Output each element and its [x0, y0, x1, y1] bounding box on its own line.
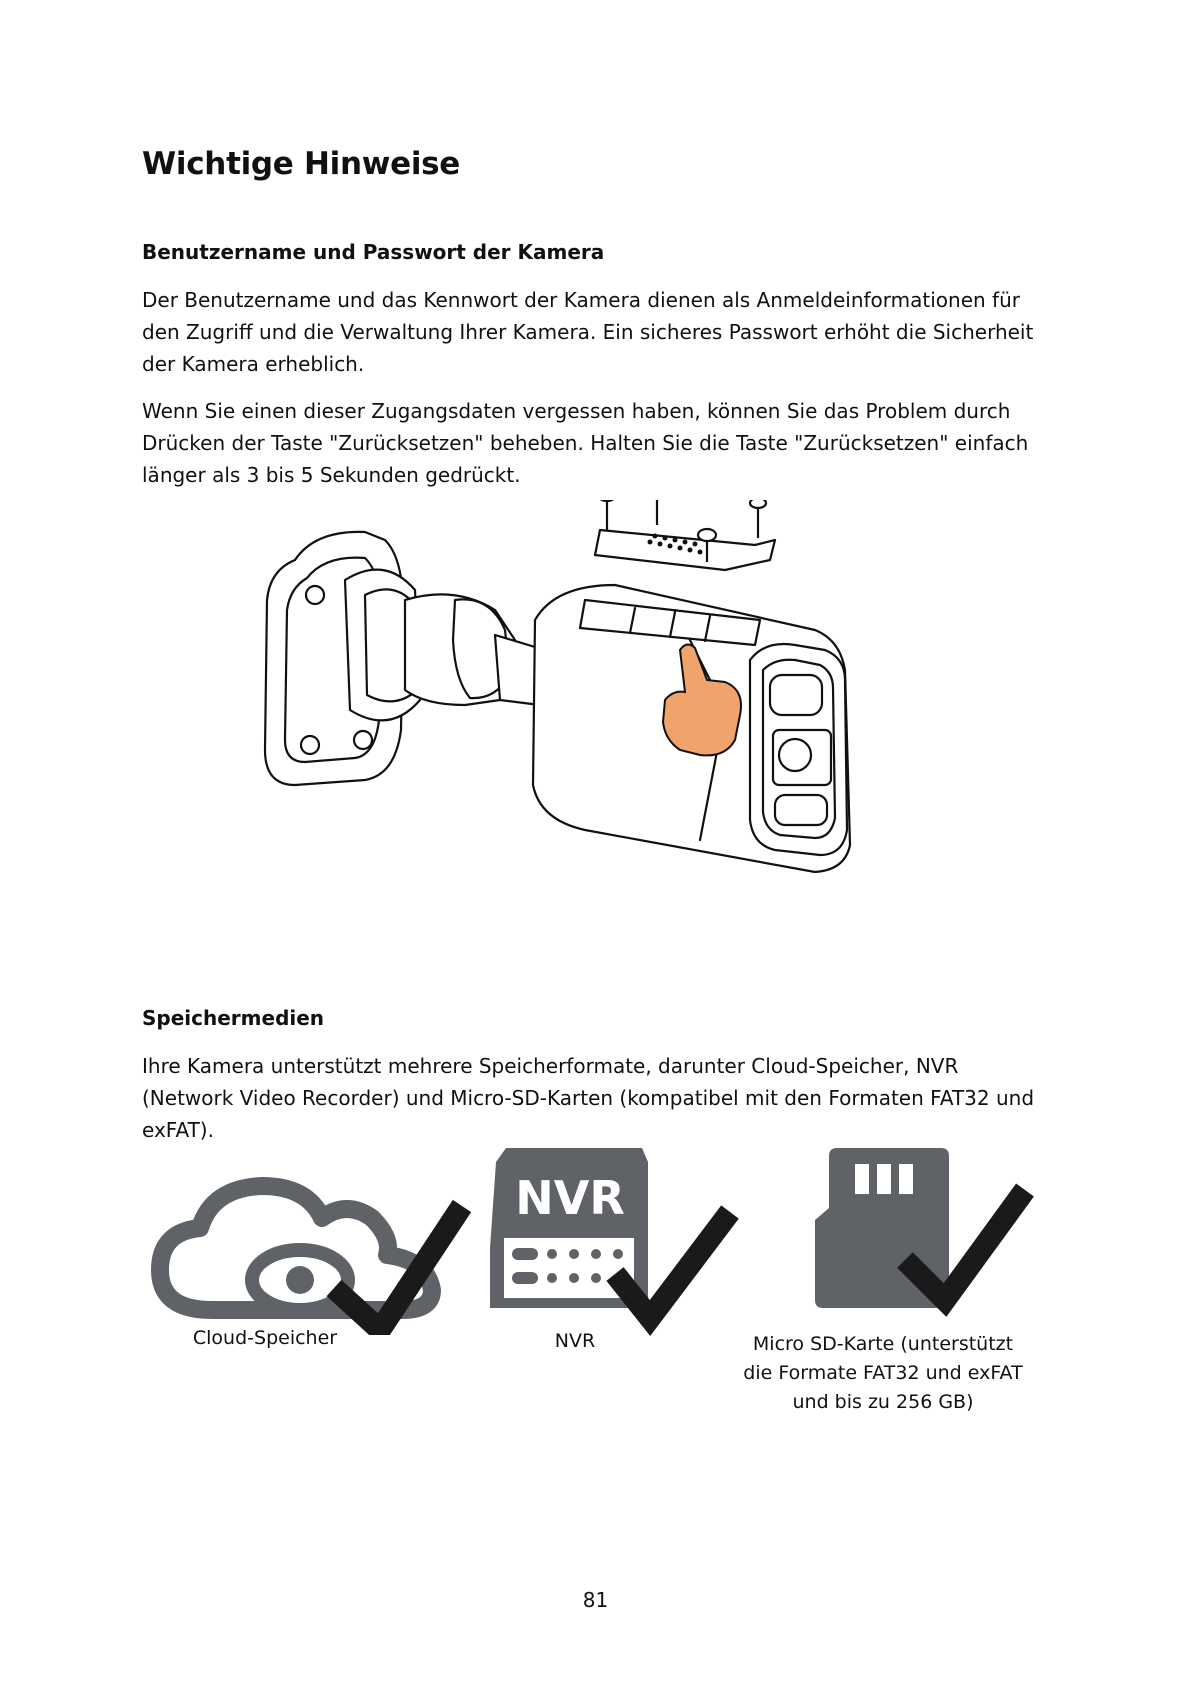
micro-sd-icon: [815, 1148, 1045, 1323]
micro-sd-caption: Micro SD-Karte (unterstützt die Formate FAT32 und exFAT und bis zu 256 GB): [743, 1333, 1023, 1413]
camera-reset-illustration: [255, 500, 915, 940]
credentials-heading: Benutzername und Passwort der Kamera: [142, 240, 605, 264]
credentials-paragraph-2: Wenn Sie einen dieser Zugangsdaten vergessen haben, können Sie das Problem durch Drücken der Taste "Zurücksetzen" beheben. Halten Sie die Taste "Zurücksetzen" einfach länger als 3 bis 5 Sekunden gedrückt.: [142, 399, 1029, 487]
cloud-caption: Cloud-Speicher: [192, 1327, 338, 1349]
cloud-icon: [142, 1160, 482, 1335]
storage-heading: Speichermedien: [142, 1006, 325, 1030]
nvr-caption: NVR: [554, 1330, 596, 1352]
credentials-paragraph-1: Der Benutzername und das Kennwort der Kamera dienen als Anmeldeinformationen für den Zugriff und die Verwaltung Ihrer Kamera. Ein sicheres Passwort erhöht die Sicherheit der Kamera erheblich.: [142, 288, 1034, 376]
nvr-icon-label: NVR: [515, 1171, 625, 1225]
nvr-icon: [490, 1148, 750, 1338]
page-number: 81: [582, 1588, 609, 1612]
page-title: Wichtige Hinweise: [142, 146, 461, 182]
storage-paragraph: Ihre Kamera unterstützt mehrere Speicherformate, darunter Cloud-Speicher, NVR (Network Video Recorder) und Micro-SD-Karten (kompatibel mit den Formaten FAT32 und exFAT).: [142, 1054, 1035, 1142]
